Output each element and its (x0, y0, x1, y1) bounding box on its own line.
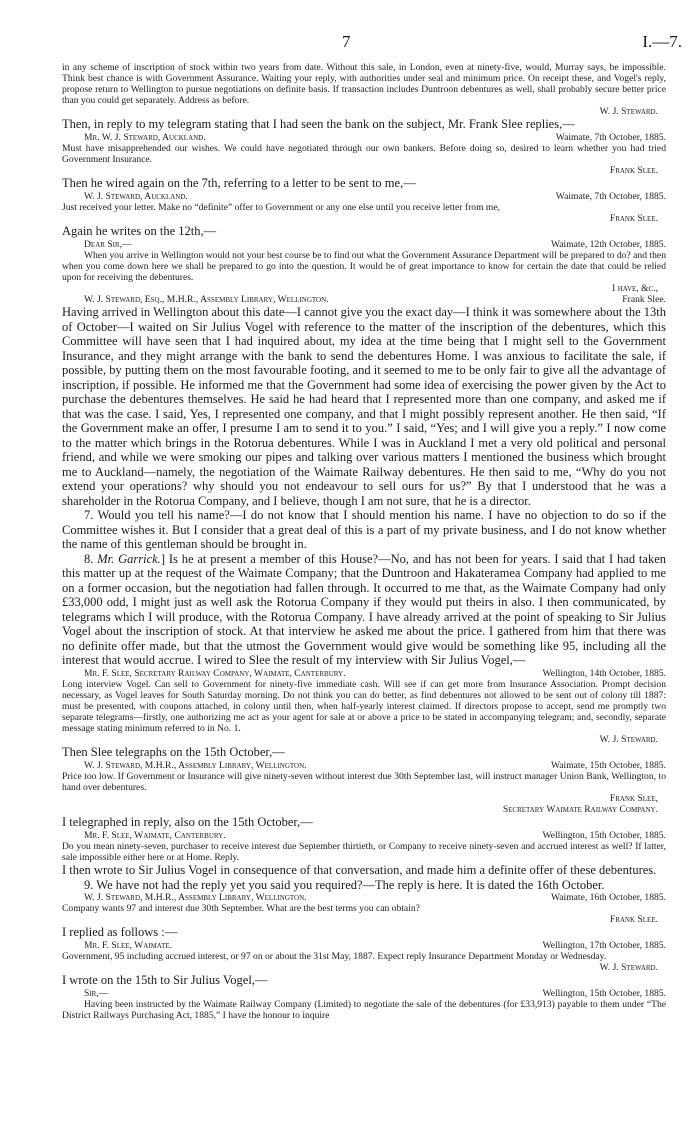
addressee: Dear Sir,— (84, 238, 132, 250)
signature: W. J. Steward. (599, 734, 658, 746)
addressee: Mr. F. Slee, Secretary Railway Company, Waimate, Canterbury. (84, 667, 346, 679)
telegram-text: Government, 95 including accrued interest, or 97 on or about the 31st May, 1887. Expect reply Insurance Department Monday or Wednesday. (62, 950, 607, 962)
place-date: Wellington, 17th October, 1885. (542, 939, 666, 951)
telegram-text: Just received your letter. Make no “definite” offer to Government or any one else until you receive letter from me, (62, 201, 501, 213)
document-reference: I.—7. (642, 32, 682, 51)
page-content (62, 62, 666, 1021)
evidence-paragraph: Then, in reply to my telegram stating that I had seen the bank on the subject, Mr. Frank Slee replies,— (62, 117, 575, 132)
signature: Secretary Waimate Railway Company. (502, 804, 658, 816)
place-date: Waimate, 7th October, 1885. (555, 131, 666, 143)
addressee: W. J. Steward, Esq., M.H.R., Assembly Library, Wellington. (84, 294, 329, 306)
addressee: Mr. F. Slee, Waimate, Canterbury. (84, 829, 226, 841)
telegram-text: Do you mean ninety-seven, purchaser to receive interest due September thirtieth, or Company to receive ninety-seven and accrued interest as well? If latter, sale impossible either here or at Home. Reply. (62, 840, 666, 863)
place-date: Wellington, 15th October, 1885. (542, 987, 666, 999)
address-line (62, 988, 666, 999)
telegram-text: Company wants 97 and interest due 30th September. What are the best terms you can obtain? (62, 903, 420, 915)
signature: W. J. Steward. (599, 106, 658, 118)
address-line (62, 294, 666, 305)
signature: W. J. Steward. (599, 962, 658, 974)
address-line (62, 668, 666, 679)
addressee: Mr. F. Slee, Waimate. (84, 939, 173, 951)
evidence-paragraph: Again he writes on the 12th,— (62, 224, 217, 239)
place-date: Wellington, 14th October, 1885. (542, 667, 666, 679)
page-number: 7 (342, 32, 351, 51)
address-line (62, 830, 666, 841)
evidence-paragraph: Having arrived in Wellington about this date—I cannot give you the exact day—I think it was somewhere about the 13th of October—I waited on Sir Julius Vogel with reference to the matter of the inscription of the debentures, which this Committee will have seen that I had inquired about, my idea at the time being that I might sell to the Government Insurance, and they might arrange with the bank to send the debentures Home. I was anxious to facilitate the sale, if possible, by putting them on the most favourable footing, and it seemed to me to be only fair to give all the advantage of inscription, if possible. He informed me that the Government had some idea of exercising the power given by the Act to purchase the debentures themselves. He said he had heard that I represented more than one company, and asked me if that was the case. I said, Yes, I represented one company, and that I might possibly represent another. He then said, “If the Government make an offer, I presume I am to send it to you.” I said, “Yes; and I will give you a reply.” I now come to the matter which brings in the Rotorua debentures. While I was in Auckland I met a very old political and personal friend, and while we were smoking our pipes and talking over various matters I mentioned the business which brought me to Auckland—namely, the negotiation of the Waimate Railway debentures. He then said to me, “Why do you not extend your operations? why should you not endeavour to sell ours for us?” By that I understood that he was a shareholder in the Rotorua Company, and I believe, though I am not sure, that he is a director. (62, 305, 666, 508)
place-date: Waimate, 16th October, 1885. (550, 892, 666, 904)
evidence-paragraph: Then he wired again on the 7th, referring to a letter to be sent to me,— (62, 176, 416, 191)
evidence-paragraph: I telegraphed in reply, also on the 15th October,— (62, 815, 313, 830)
address-line (62, 940, 666, 951)
addressee: W. J. Steward, M.H.R., Assembly Library, Wellington. (84, 892, 307, 904)
place-date: Frank Slee. (622, 294, 666, 306)
question-text: ] Is he at present a member of this House?—No, and has not been for years. I said that I had taken this matter up at the request of the Waimate Company; that the Duntroon and Hakateramea Company had applied to me on a former occasion, but the negotiation had fallen through. It occurred to me that, as the Waimate Company had only £33,000 odd, I might just as well ask the Rotorua Company if they would put theirs in also. I then communicated, by telegrams which I will produce, with the Rotorua Company. I have already arrived at the point of speaking to Sir Julius Vogel about the inscription of stock. At that interview he asked me about the price. I gathered from him that there was no definite offer made, but that the utmost the Government would give would be something like 95, including all the interest that would accrue. I wired to Slee the result of my interview with Sir Julius Vogel,— (62, 551, 666, 668)
signature: I have, &c., (612, 283, 658, 294)
address-line (62, 132, 666, 143)
telegram-text: Long interview Vogel. Can sell to Government for ninety-five immediate cash. Will see if can get more from Insurance Association. Prompt decision necessary, as Vogel leaves for South Saturday morning. Do not think you can do better, as find debentures not allowed to be sent out of colony till 1887: must be presented, with coupons attached, in colony until then, when half-yearly interest claimed. If directors propose to accept, send me promptly two separate telegrams—firstly, one authorizing me act as your agent for sale at or above a price to be stated in accompanying telegram; and, secondly, separate message stating minimum referred to in No. 1. (62, 678, 666, 735)
place-date: Wellington, 15th October, 1885. (542, 829, 666, 841)
address-line (62, 892, 666, 903)
address-line (62, 191, 666, 202)
evidence-paragraph: I then wrote to Sir Julius Vogel in consequence of that conversation, and made him a definite offer of these debentures. (62, 863, 657, 878)
signature: Frank Slee, (609, 793, 658, 805)
address-line (62, 760, 666, 771)
signature: Frank Slee. (609, 165, 658, 177)
question-paragraph (62, 552, 666, 668)
telegram-text: When you arrive in Wellington would not your best course be to find out what the Government Assurance Department will be prepared to do? and then when you come down here we shall be prepared to go into the question. It would be of great importance to know for certain the date that could be relied upon for receiving the debentures. (62, 249, 666, 283)
telegram-text: Must have misapprehended our wishes. We could have negotiated through our own bankers. Before doing so, desired to learn whether you had tried Government Insurance. (62, 143, 666, 166)
telegram-text: in any scheme of inscription of stock within two years from date. Without this sale, in London, even at ninety-five, would, Murray says, be impossible. Think best chance is with Government Assurance. Waiting your reply, with authorities under seal and minimum price. On receipt these, and Vogel's reply, propose return to Wellington to pursue negotiations on definite basis. If transaction includes Duntroon debentures as well, shall probably secure better price than you could get separately. Address as before. (62, 62, 666, 107)
evidence-paragraph: I wrote on the 15th to Sir Julius Vogel,— (62, 973, 268, 988)
addressee: W. J. Steward, Auckland. (84, 190, 188, 202)
evidence-paragraph: Then Slee telegraphs on the 15th October,— (62, 745, 285, 760)
address-line (62, 239, 666, 250)
speaker: Mr. Garrick. (97, 551, 161, 566)
place-date: Waimate, 15th October, 1885. (550, 759, 666, 771)
place-date: Waimate, 7th October, 1885. (555, 190, 666, 202)
telegram-text: Having been instructed by the Waimate Railway Company (Limited) to negotiate the sale of the debentures (for £33,913) payable to them under “The District Railways Purchasing Act, 1885,” I have the honour to inquire (62, 998, 666, 1021)
telegram-text: Price too low. If Government or Insurance will give ninety-seven without interest due 30th September last, will instruct manager Union Bank, Wellington, to hand over debentures. (62, 770, 666, 794)
addressee: Mr. W. J. Steward, Auckland. (84, 131, 206, 143)
addressee: Sir,— (84, 987, 109, 999)
addressee: W. J. Steward, M.H.R., Assembly Library, Wellington. (84, 759, 307, 771)
question-number: 8. (84, 551, 98, 566)
signature: Frank Slee. (609, 213, 658, 225)
evidence-paragraph: I replied as follows :— (62, 925, 178, 940)
signature: Frank Slee. (609, 914, 658, 926)
evidence-paragraph: 9. We have not had the reply yet you said you required?—The reply is here. It is dated the 16th October. (84, 877, 605, 892)
evidence-paragraph: 7. Would you tell his name?—I do not know that I should mention his name. I have no objection to do so if the Committee wishes it. But I consider that a great deal of this is a part of my private business, and I do not know whether the name of this gentleman should be brought in. (62, 508, 666, 552)
place-date: Waimate, 12th October, 1885. (550, 238, 666, 250)
